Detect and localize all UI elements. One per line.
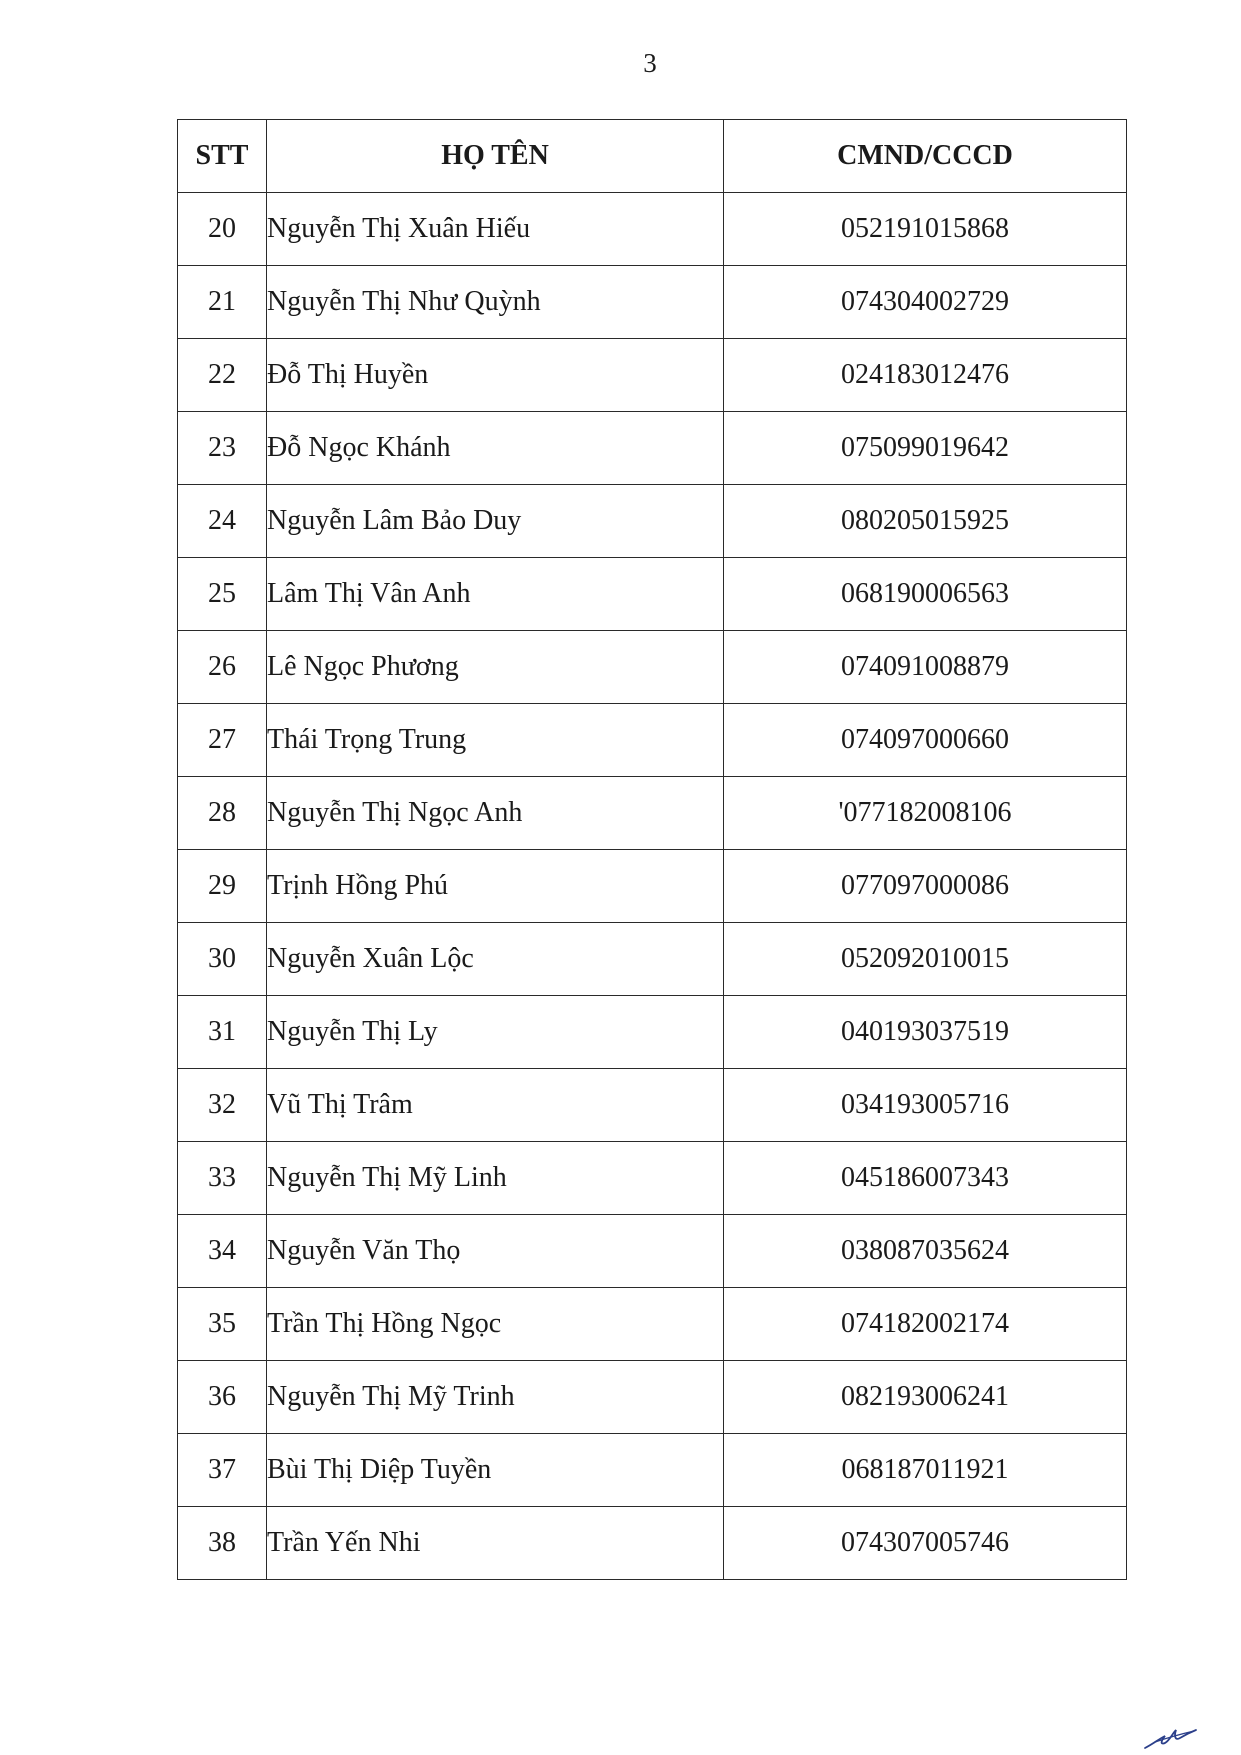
column-header-id: CMND/CCCD bbox=[724, 120, 1127, 193]
row-id-cell: 074307005746 bbox=[724, 1507, 1127, 1580]
row-id-cell: 068190006563 bbox=[724, 558, 1127, 631]
row-name-cell: Lê Ngọc Phương bbox=[267, 631, 724, 704]
table-row bbox=[178, 1142, 1127, 1215]
row-id-cell: 024183012476 bbox=[724, 339, 1127, 412]
row-stt-cell: 25 bbox=[178, 558, 267, 631]
row-stt-cell: 34 bbox=[178, 1215, 267, 1288]
table-row bbox=[178, 339, 1127, 412]
table-row bbox=[178, 558, 1127, 631]
row-id-cell: 038087035624 bbox=[724, 1215, 1127, 1288]
row-stt-cell: 28 bbox=[178, 777, 267, 850]
table-row bbox=[178, 704, 1127, 777]
row-id-cell: 045186007343 bbox=[724, 1142, 1127, 1215]
row-stt-cell: 26 bbox=[178, 631, 267, 704]
table-row bbox=[178, 777, 1127, 850]
row-name-cell: Vũ Thị Trâm bbox=[267, 1069, 724, 1142]
row-stt-cell: 22 bbox=[178, 339, 267, 412]
row-stt-cell: 35 bbox=[178, 1288, 267, 1361]
row-name-cell: Nguyễn Thị Như Quỳnh bbox=[267, 266, 724, 339]
row-name-cell: Trần Thị Hồng Ngọc bbox=[267, 1288, 724, 1361]
table-row bbox=[178, 1434, 1127, 1507]
row-stt-cell: 37 bbox=[178, 1434, 267, 1507]
row-stt-cell: 31 bbox=[178, 996, 267, 1069]
row-name-cell: Lâm Thị Vân Anh bbox=[267, 558, 724, 631]
table-row bbox=[178, 1507, 1127, 1580]
row-name-cell: Nguyễn Lâm Bảo Duy bbox=[267, 485, 724, 558]
row-stt-cell: 38 bbox=[178, 1507, 267, 1580]
row-id-cell: 040193037519 bbox=[724, 996, 1127, 1069]
table-row bbox=[178, 1288, 1127, 1361]
row-name-cell: Đỗ Ngọc Khánh bbox=[267, 412, 724, 485]
row-stt-cell: 27 bbox=[178, 704, 267, 777]
row-name-cell: Nguyễn Xuân Lộc bbox=[267, 923, 724, 996]
table-row bbox=[178, 266, 1127, 339]
table-row bbox=[178, 631, 1127, 704]
page-number: 3 bbox=[643, 48, 657, 78]
row-name-cell: Thái Trọng Trung bbox=[267, 704, 724, 777]
row-stt-cell: 32 bbox=[178, 1069, 267, 1142]
row-name-cell: Nguyễn Thị Mỹ Linh bbox=[267, 1142, 724, 1215]
table-row bbox=[178, 923, 1127, 996]
row-id-cell: 074091008879 bbox=[724, 631, 1127, 704]
row-name-cell: Bùi Thị Diệp Tuyền bbox=[267, 1434, 724, 1507]
table-row bbox=[178, 412, 1127, 485]
row-stt-cell: 20 bbox=[178, 193, 267, 266]
roster-table bbox=[177, 119, 1127, 1580]
table-row bbox=[178, 1215, 1127, 1288]
table-row bbox=[178, 1361, 1127, 1434]
row-stt-cell: 24 bbox=[178, 485, 267, 558]
row-name-cell: Nguyễn Thị Ngọc Anh bbox=[267, 777, 724, 850]
row-id-cell: 075099019642 bbox=[724, 412, 1127, 485]
row-id-cell: 080205015925 bbox=[724, 485, 1127, 558]
table-body bbox=[178, 193, 1127, 1580]
row-id-cell: 034193005716 bbox=[724, 1069, 1127, 1142]
table-header-row bbox=[178, 120, 1127, 193]
row-id-cell: 052092010015 bbox=[724, 923, 1127, 996]
row-name-cell: Nguyễn Văn Thọ bbox=[267, 1215, 724, 1288]
row-stt-cell: 30 bbox=[178, 923, 267, 996]
row-name-cell: Nguyễn Thị Ly bbox=[267, 996, 724, 1069]
row-stt-cell: 23 bbox=[178, 412, 267, 485]
column-header-stt: STT bbox=[178, 120, 267, 193]
row-stt-cell: 29 bbox=[178, 850, 267, 923]
row-stt-cell: 36 bbox=[178, 1361, 267, 1434]
row-id-cell: 074182002174 bbox=[724, 1288, 1127, 1361]
table-row bbox=[178, 850, 1127, 923]
row-name-cell: Trần Yến Nhi bbox=[267, 1507, 724, 1580]
row-id-cell: '077182008106 bbox=[724, 777, 1127, 850]
row-id-cell: 082193006241 bbox=[724, 1361, 1127, 1434]
column-header-name: HỌ TÊN bbox=[267, 120, 724, 193]
table-row bbox=[178, 1069, 1127, 1142]
row-id-cell: 074097000660 bbox=[724, 704, 1127, 777]
row-stt-cell: 21 bbox=[178, 266, 267, 339]
signature-icon bbox=[1143, 1722, 1198, 1752]
row-id-cell: 074304002729 bbox=[724, 266, 1127, 339]
row-id-cell: 077097000086 bbox=[724, 850, 1127, 923]
row-name-cell: Trịnh Hồng Phú bbox=[267, 850, 724, 923]
row-stt-cell: 33 bbox=[178, 1142, 267, 1215]
row-name-cell: Nguyễn Thị Mỹ Trinh bbox=[267, 1361, 724, 1434]
table-row bbox=[178, 193, 1127, 266]
row-id-cell: 068187011921 bbox=[724, 1434, 1127, 1507]
row-name-cell: Nguyễn Thị Xuân Hiếu bbox=[267, 193, 724, 266]
row-name-cell: Đỗ Thị Huyền bbox=[267, 339, 724, 412]
table-row bbox=[178, 485, 1127, 558]
row-id-cell: 052191015868 bbox=[724, 193, 1127, 266]
table-row bbox=[178, 996, 1127, 1069]
